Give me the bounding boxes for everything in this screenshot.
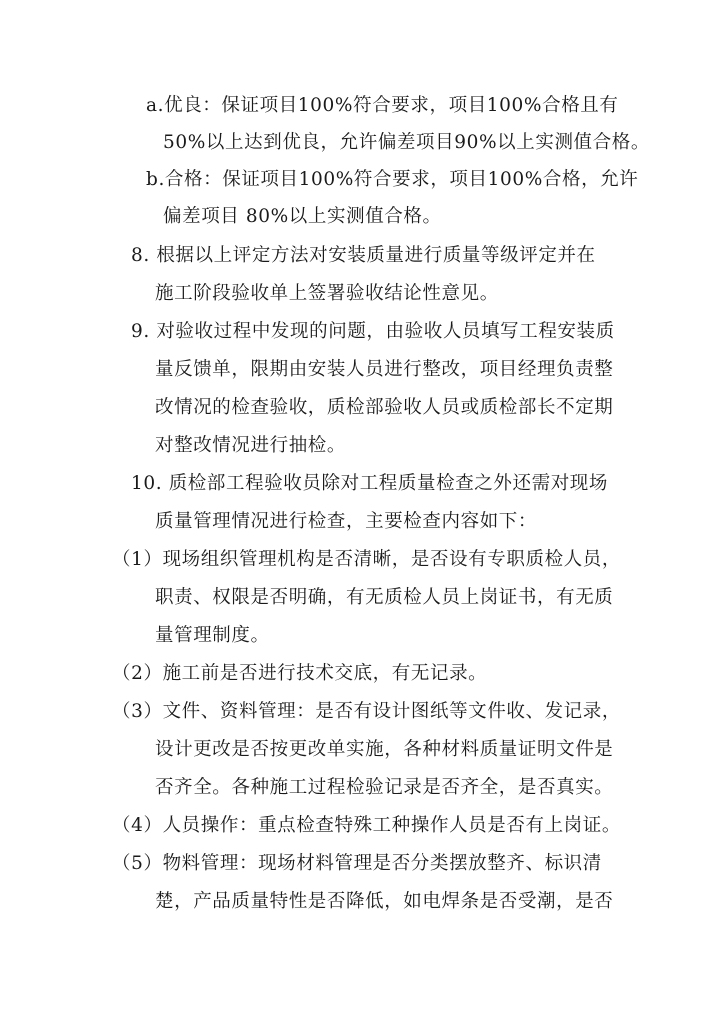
text-line-item3b: 设计更改是否按更改单实施，各种材料质量证明文件是 — [155, 739, 614, 760]
text-line-8a: 8. 根据以上评定方法对安装质量进行质量等级评定并在 — [131, 245, 596, 266]
text-line-a2: 50%以上达到优良，允许偏差项目90%以上实测值合格。 — [163, 132, 650, 153]
text-line-item3c: 否齐全。各种施工过程检验记录是否齐全，是否真实。 — [155, 777, 614, 798]
text-line-item1a: （1）现场组织管理机构是否清晰，是否设有专职质检人员， — [112, 549, 621, 570]
text-line-item1b: 职责、权限是否明确，有无质检人员上岗证书，有无质 — [155, 587, 614, 608]
text-line-a1: a.优良：保证项目100%符合要求，项目100%合格且有 — [146, 95, 619, 116]
text-line-10a: 10. 质检部工程验收员除对工程质量检查之外还需对现场 — [131, 473, 609, 494]
text-line-9b: 量反馈单，限期由安装人员进行整改，项目经理负责整 — [155, 359, 614, 380]
text-line-9d: 对整改情况进行抽检。 — [155, 435, 347, 456]
text-line-item1c: 量管理制度。 — [155, 625, 270, 646]
text-line-item5b: 楚，产品质量特性是否降低，如电焊条是否受潮，是否 — [155, 891, 614, 912]
text-line-item5a: （5）物料管理：现场材料管理是否分类摆放整齐、标识清 — [112, 853, 602, 874]
text-line-item3a: （3）文件、资料管理：是否有设计图纸等文件收、发记录， — [112, 701, 621, 722]
text-line-b2: 偏差项目 80%以上实测值合格。 — [163, 206, 442, 227]
text-line-item4: （4）人员操作：重点检查特殊工种操作人员是否有上岗证。 — [112, 815, 621, 836]
text-line-8b: 施工阶段验收单上签署验收结论性意见。 — [155, 283, 499, 304]
text-line-9c: 改情况的检查验收，质检部验收人员或质检部长不定期 — [155, 397, 614, 418]
text-line-item2: （2）施工前是否进行技术交底，有无记录。 — [112, 663, 488, 684]
text-line-10b: 质量管理情况进行检查，主要检查内容如下： — [155, 511, 538, 532]
text-line-9a: 9. 对验收过程中发现的问题，由验收人员填写工程安装质 — [131, 321, 615, 342]
text-line-b1: b.合格：保证项目100%符合要求，项目100%合格，允许 — [146, 169, 639, 190]
